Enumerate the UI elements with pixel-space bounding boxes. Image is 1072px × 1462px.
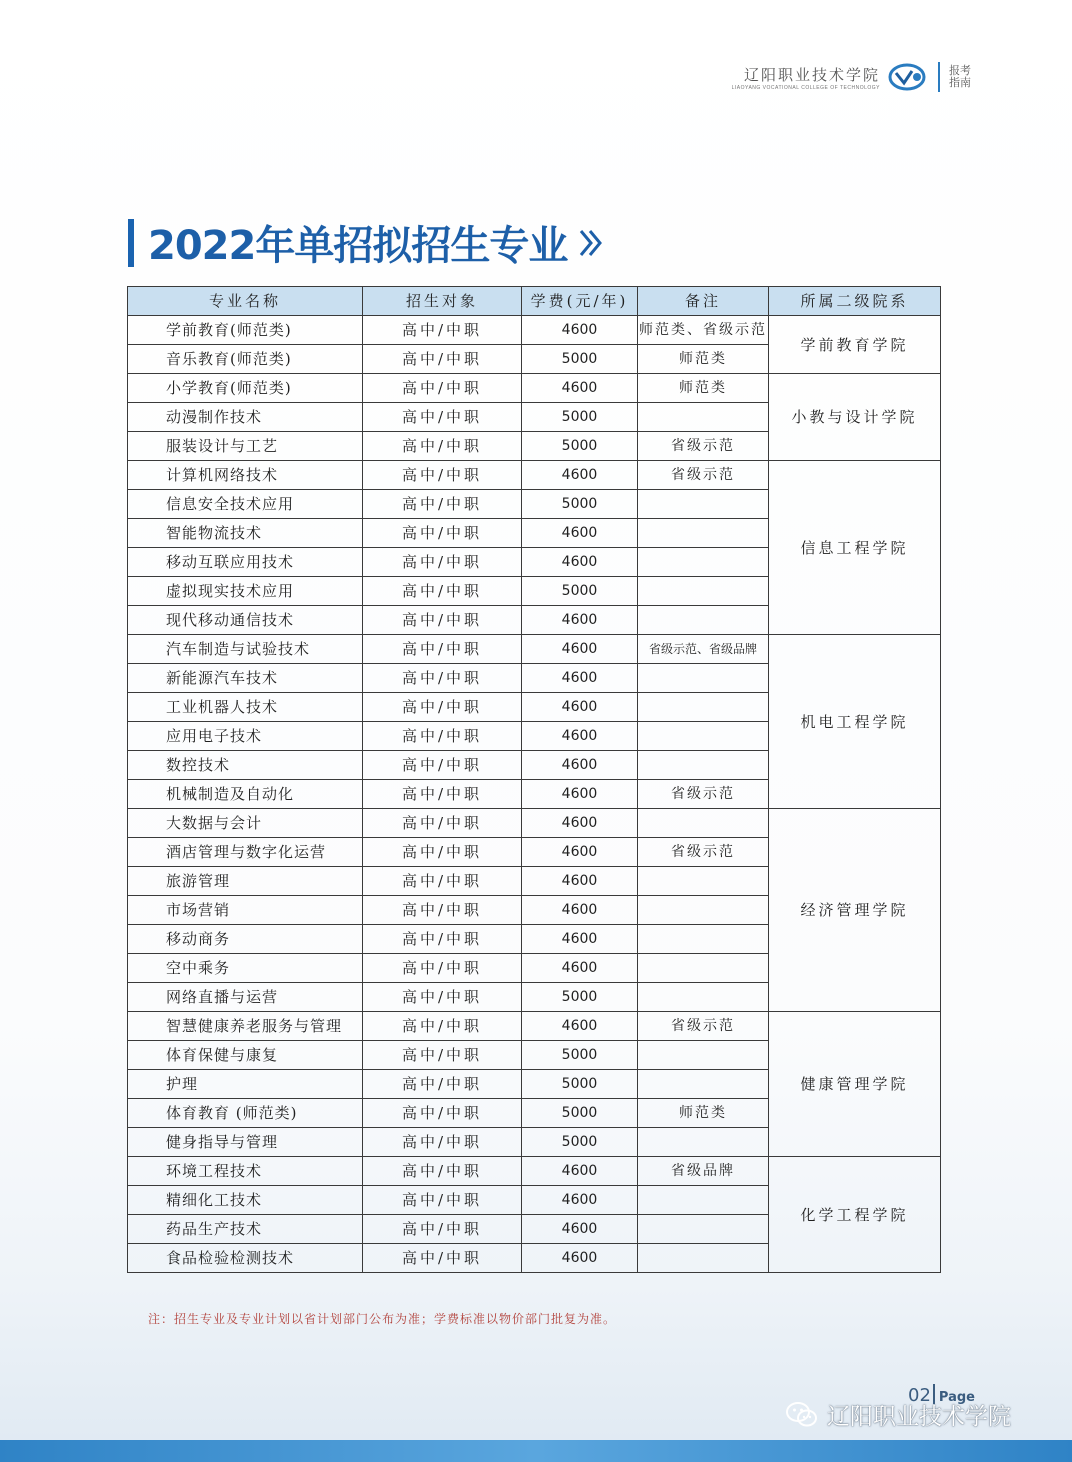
tuition-fee: 4600 — [522, 925, 638, 954]
admission-target: 高中/中职 — [363, 519, 522, 548]
tuition-fee: 4600 — [522, 548, 638, 577]
admission-target: 高中/中职 — [363, 374, 522, 403]
page-label: Page — [938, 1390, 975, 1405]
double-chevron-right-icon — [577, 225, 605, 261]
department-name: 小教与设计学院 — [769, 374, 941, 461]
remark: 师范类、省级示范 — [638, 316, 769, 345]
tuition-fee: 4600 — [522, 896, 638, 925]
remark: 师范类 — [638, 1099, 769, 1128]
admission-target: 高中/中职 — [363, 954, 522, 983]
department-name: 机电工程学院 — [769, 635, 941, 809]
major-name: 虚拟现实技术应用 — [128, 577, 363, 606]
tuition-fee: 4600 — [522, 722, 638, 751]
header-department: 所属二级院系 — [769, 287, 941, 316]
remark — [638, 954, 769, 983]
remark — [638, 1128, 769, 1157]
tuition-fee: 5000 — [522, 1128, 638, 1157]
major-name: 空中乘务 — [128, 954, 363, 983]
major-name: 工业机器人技术 — [128, 693, 363, 722]
admission-target: 高中/中职 — [363, 461, 522, 490]
remark — [638, 925, 769, 954]
table-body — [128, 316, 941, 1273]
tuition-fee: 5000 — [522, 1041, 638, 1070]
tuition-fee: 4600 — [522, 693, 638, 722]
major-name: 现代移动通信技术 — [128, 606, 363, 635]
admission-target: 高中/中职 — [363, 490, 522, 519]
tuition-fee: 4600 — [522, 751, 638, 780]
remark — [638, 983, 769, 1012]
major-name: 机械制造及自动化 — [128, 780, 363, 809]
admission-target: 高中/中职 — [363, 606, 522, 635]
major-name: 服装设计与工艺 — [128, 432, 363, 461]
tuition-fee: 5000 — [522, 577, 638, 606]
admission-target: 高中/中职 — [363, 896, 522, 925]
tuition-fee: 4600 — [522, 635, 638, 664]
admission-target: 高中/中职 — [363, 1012, 522, 1041]
remark — [638, 1244, 769, 1273]
major-name: 智能物流技术 — [128, 519, 363, 548]
tuition-fee: 4600 — [522, 606, 638, 635]
major-name: 计算机网络技术 — [128, 461, 363, 490]
tuition-fee: 4600 — [522, 1244, 638, 1273]
admission-target: 高中/中职 — [363, 838, 522, 867]
remark — [638, 896, 769, 925]
brand-separator — [938, 62, 940, 92]
header-fee: 学费(元/年) — [522, 287, 638, 316]
header-note: 备注 — [638, 287, 769, 316]
admission-target: 高中/中职 — [363, 722, 522, 751]
table-row — [128, 461, 941, 490]
admission-target: 高中/中职 — [363, 1070, 522, 1099]
tuition-fee: 4600 — [522, 374, 638, 403]
tuition-fee: 4600 — [522, 867, 638, 896]
department-name: 学前教育学院 — [769, 316, 941, 374]
admission-target: 高中/中职 — [363, 1041, 522, 1070]
tuition-fee: 5000 — [522, 490, 638, 519]
tuition-fee: 4600 — [522, 838, 638, 867]
remark: 省级示范 — [638, 780, 769, 809]
bottom-band — [0, 1440, 1072, 1462]
tuition-fee: 5000 — [522, 403, 638, 432]
major-name: 体育保健与康复 — [128, 1041, 363, 1070]
major-name: 数控技术 — [128, 751, 363, 780]
admission-target: 高中/中职 — [363, 403, 522, 432]
admission-target: 高中/中职 — [363, 983, 522, 1012]
admission-target: 高中/中职 — [363, 1128, 522, 1157]
remark — [638, 519, 769, 548]
table-header-row — [128, 287, 941, 316]
tuition-fee: 4600 — [522, 664, 638, 693]
major-name: 旅游管理 — [128, 867, 363, 896]
footnote: 注：招生专业及专业计划以省计划部门公布为准；学费标准以物价部门批复为准。 — [148, 1312, 617, 1326]
remark — [638, 577, 769, 606]
tuition-fee: 4600 — [522, 1012, 638, 1041]
remark: 省级示范 — [638, 461, 769, 490]
tuition-fee: 4600 — [522, 1157, 638, 1186]
admission-target: 高中/中职 — [363, 548, 522, 577]
admission-target: 高中/中职 — [363, 635, 522, 664]
remark — [638, 722, 769, 751]
tuition-fee: 4600 — [522, 780, 638, 809]
remark — [638, 664, 769, 693]
major-name: 食品检验检测技术 — [128, 1244, 363, 1273]
tuition-fee: 4600 — [522, 316, 638, 345]
brand-name-cn: 辽阳职业技术学院 — [743, 65, 880, 84]
major-name: 音乐教育(师范类) — [128, 345, 363, 374]
admission-target: 高中/中职 — [363, 1099, 522, 1128]
tuition-fee: 4600 — [522, 954, 638, 983]
remark: 师范类 — [638, 374, 769, 403]
brand-text — [732, 64, 880, 91]
major-name: 汽车制造与试验技术 — [128, 635, 363, 664]
admission-target: 高中/中职 — [363, 664, 522, 693]
major-name: 学前教育(师范类) — [128, 316, 363, 345]
brand-name-en: LIAOYANG VOCATIONAL COLLEGE OF TECHNOLOGY — [731, 84, 880, 91]
table-row — [128, 1012, 941, 1041]
major-name: 精细化工技术 — [128, 1186, 363, 1215]
remark: 省级品牌 — [638, 1157, 769, 1186]
department-name: 经济管理学院 — [769, 809, 941, 1012]
major-name: 智慧健康养老服务与管理 — [128, 1012, 363, 1041]
admission-target: 高中/中职 — [363, 925, 522, 954]
remark: 省级示范 — [638, 1012, 769, 1041]
tuition-fee: 5000 — [522, 983, 638, 1012]
page-title: 2022年单招拟招生专业 — [148, 223, 568, 269]
brand-header — [732, 62, 972, 92]
remark — [638, 809, 769, 838]
table-row — [128, 1157, 941, 1186]
department-name: 信息工程学院 — [769, 461, 941, 635]
tuition-fee: 5000 — [522, 345, 638, 374]
tuition-fee: 4600 — [522, 1215, 638, 1244]
wechat-account — [785, 1398, 1011, 1431]
major-name: 环境工程技术 — [128, 1157, 363, 1186]
admission-target: 高中/中职 — [363, 751, 522, 780]
major-name: 健身指导与管理 — [128, 1128, 363, 1157]
wechat-account-name: 辽阳职业技术学院 — [827, 1404, 1011, 1430]
admission-target: 高中/中职 — [363, 577, 522, 606]
admission-target: 高中/中职 — [363, 345, 522, 374]
major-name: 网络直播与运营 — [128, 983, 363, 1012]
remark — [638, 1186, 769, 1215]
table-row — [128, 635, 941, 664]
remark — [638, 867, 769, 896]
remark — [638, 1215, 769, 1244]
major-name: 小学教育(师范类) — [128, 374, 363, 403]
page-number: 02 — [908, 1385, 931, 1406]
remark — [638, 403, 769, 432]
admission-target: 高中/中职 — [363, 1215, 522, 1244]
major-name: 移动互联应用技术 — [128, 548, 363, 577]
tuition-fee: 4600 — [522, 519, 638, 548]
admission-target: 高中/中职 — [363, 316, 522, 345]
tuition-fee: 4600 — [522, 461, 638, 490]
tuition-fee: 5000 — [522, 1099, 638, 1128]
remark — [638, 751, 769, 780]
table-row — [128, 316, 941, 345]
header-target: 招生对象 — [363, 287, 522, 316]
admission-target: 高中/中职 — [363, 1244, 522, 1273]
tuition-fee: 5000 — [522, 1070, 638, 1099]
major-name: 酒店管理与数字化运营 — [128, 838, 363, 867]
page-title-block — [128, 214, 605, 271]
remark — [638, 548, 769, 577]
major-name: 信息安全技术应用 — [128, 490, 363, 519]
major-name: 大数据与会计 — [128, 809, 363, 838]
header-major: 专业名称 — [128, 287, 363, 316]
guide-label: 报考指南 — [949, 64, 971, 89]
remark: 省级示范 — [638, 432, 769, 461]
major-name: 药品生产技术 — [128, 1215, 363, 1244]
college-logo-icon — [888, 63, 926, 91]
remark: 师范类 — [638, 345, 769, 374]
tuition-fee: 4600 — [522, 1186, 638, 1215]
major-name: 新能源汽车技术 — [128, 664, 363, 693]
tuition-fee: 5000 — [522, 432, 638, 461]
remark — [638, 693, 769, 722]
admission-target: 高中/中职 — [363, 1157, 522, 1186]
wechat-icon — [785, 1400, 819, 1430]
remark: 省级示范 — [638, 838, 769, 867]
major-name: 动漫制作技术 — [128, 403, 363, 432]
remark — [638, 490, 769, 519]
admission-target: 高中/中职 — [363, 693, 522, 722]
major-name: 护理 — [128, 1070, 363, 1099]
remark — [638, 606, 769, 635]
major-name: 移动商务 — [128, 925, 363, 954]
admission-target: 高中/中职 — [363, 432, 522, 461]
department-name: 化学工程学院 — [769, 1157, 941, 1273]
admission-target: 高中/中职 — [363, 867, 522, 896]
admissions-table — [127, 286, 941, 1273]
tuition-fee: 4600 — [522, 809, 638, 838]
remark: 省级示范、省级品牌 — [638, 635, 769, 664]
major-name: 体育教育 (师范类) — [128, 1099, 363, 1128]
department-name: 健康管理学院 — [769, 1012, 941, 1157]
title-accent-bar — [128, 219, 134, 267]
admission-target: 高中/中职 — [363, 780, 522, 809]
remark — [638, 1041, 769, 1070]
admission-target: 高中/中职 — [363, 809, 522, 838]
major-name: 市场营销 — [128, 896, 363, 925]
major-name: 应用电子技术 — [128, 722, 363, 751]
remark — [638, 1070, 769, 1099]
table-row — [128, 809, 941, 838]
admission-target: 高中/中职 — [363, 1186, 522, 1215]
table-row — [128, 374, 941, 403]
